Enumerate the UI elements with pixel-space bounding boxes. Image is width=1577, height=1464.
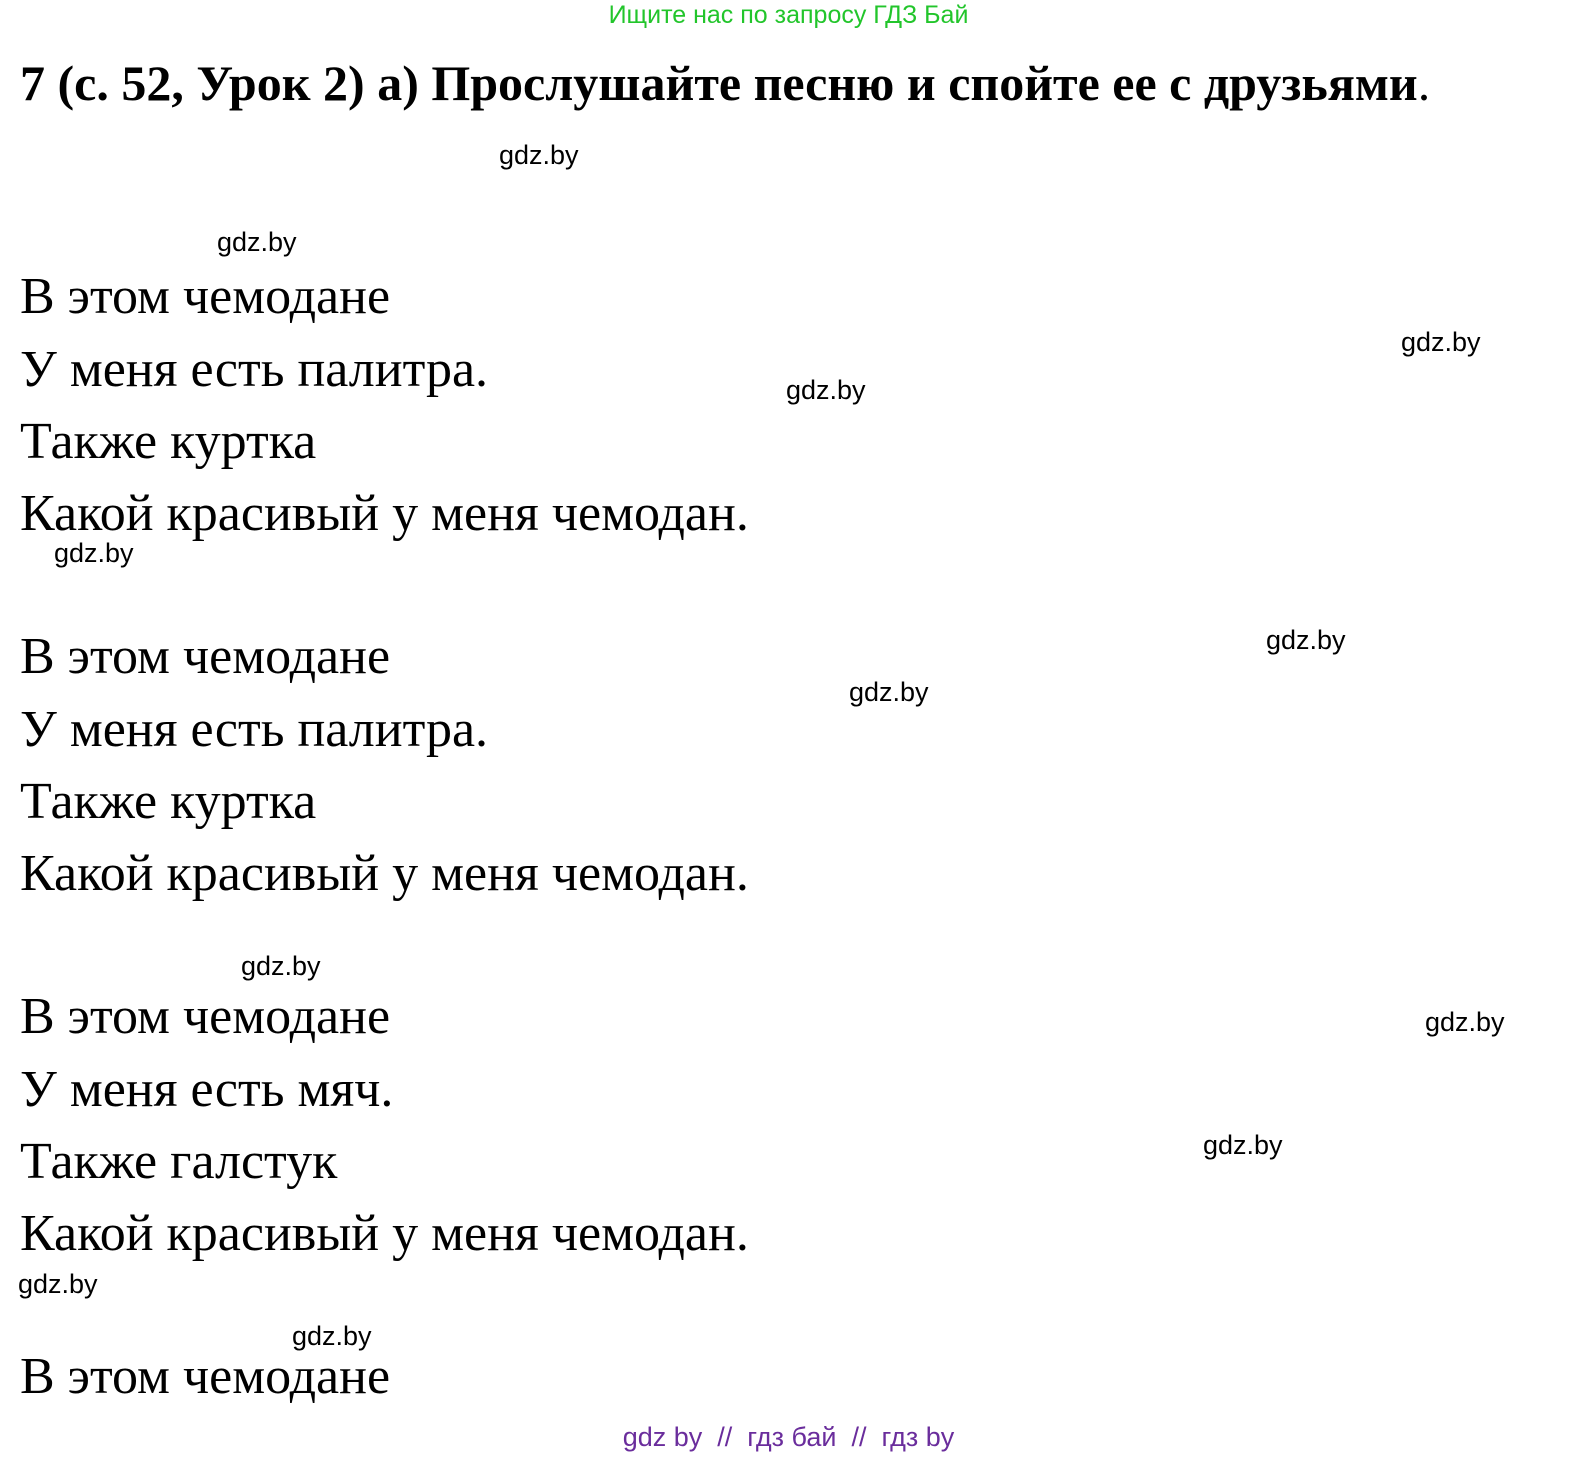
watermark: gdz.by (1401, 327, 1481, 357)
watermark: gdz.by (54, 538, 134, 568)
verse-1-line-2: У меня есть палитра. (20, 341, 489, 398)
verse-2-line-4: Какой красивый у меня чемодан. (20, 845, 749, 902)
watermark: gdz.by (849, 677, 929, 707)
verse-1-line-1: В этом чемодане (20, 268, 391, 325)
verse-3-line-3: Также галстук (20, 1133, 338, 1190)
watermark: gdz.by (18, 1269, 98, 1299)
search-hint-banner: Ищите нас по запросу ГДЗ Бай (608, 1, 969, 29)
exercise-heading (20, 46, 1555, 120)
watermark: gdz.by (217, 227, 297, 257)
verse-2-line-1: В этом чемодане (20, 628, 391, 685)
watermark: gdz.by (241, 951, 321, 981)
watermark: gdz.by (1425, 1007, 1505, 1037)
verse-4-line-1: В этом чемодане (20, 1348, 391, 1405)
verse-2-line-3: Также куртка (20, 773, 317, 830)
site-footer-links: gdz by // гдз бай // гдз by (622, 1422, 955, 1452)
heading-text: 7 (с. 52, Урок 2) а) Прослушайте песню и спойте ее с друзьями (20, 55, 1418, 111)
watermark: gdz.by (786, 375, 866, 405)
watermark: gdz.by (1266, 625, 1346, 655)
verse-3-line-1: В этом чемодане (20, 988, 391, 1045)
heading-period: . (1417, 55, 1431, 111)
verse-1-line-4: Какой красивый у меня чемодан. (20, 485, 749, 542)
verse-1-line-3: Также куртка (20, 413, 317, 470)
watermark: gdz.by (1203, 1130, 1283, 1160)
verse-2-line-2: У меня есть палитра. (20, 701, 489, 758)
verse-3-line-2: У меня есть мяч. (20, 1061, 394, 1118)
watermark: gdz.by (499, 140, 579, 170)
verse-3-line-4: Какой красивый у меня чемодан. (20, 1205, 749, 1262)
watermark: gdz.by (292, 1321, 372, 1351)
